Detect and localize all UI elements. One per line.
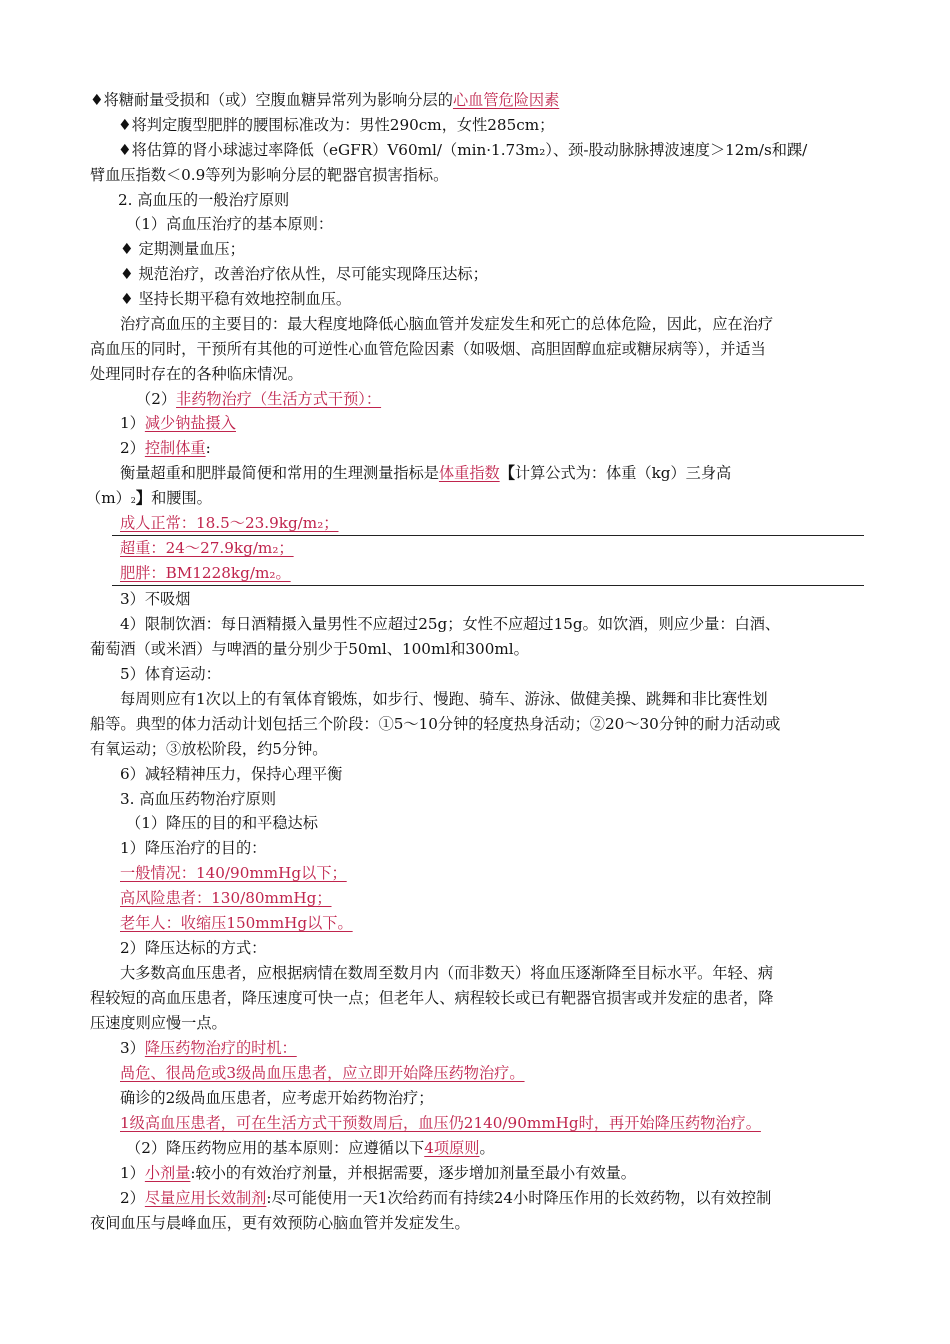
text-segment: 3） — [120, 1039, 145, 1057]
text-segment: :尽可能使用一天1次给药而有持续24小时降压作用的长效药物，以有效控制 — [266, 1189, 772, 1207]
paragraph-line: 压速度则应慢一点。 — [90, 1014, 227, 1032]
highlight-four-principles: 4项原则 — [424, 1139, 480, 1157]
highlight-salt: 减少钠盐摄入 — [144, 414, 236, 432]
section-heading-general-principles: 2. 高血压的一般治疗原则 — [118, 191, 290, 209]
paragraph-line: 有氧运动；③放松阶段，约5分钟。 — [90, 740, 328, 758]
highlight-timing-high-risk: 咼危、很咼危或3级咼血压患者，应立即开始降压药物治疗。 — [120, 1064, 525, 1082]
paragraph-line: 治疗高血压的主要目的：最大程度地降低心脑血管并发症发生和死亡的总体危险，因此，应在治疗 — [120, 315, 774, 333]
bullet-item: ♦ 坚持长期平稳有效地控制血压。 — [120, 290, 352, 308]
highlight-long-acting: 尽量应用长效制剂 — [144, 1189, 267, 1207]
bullet-item: ♦ 规范治疗，改善治疗依从性，尽可能实现降压达标； — [120, 265, 488, 283]
paragraph-line: 夜间血压与晨峰血压，更有效预防心脑血管并发症发生。 — [90, 1214, 470, 1232]
text-segment: （2）降压药物应用的基本原则：应遵循以下 — [126, 1139, 425, 1157]
highlight-target-general: 一般情况：140/90mmHg以下； — [120, 864, 347, 882]
text-segment: : — [205, 439, 211, 457]
paragraph-line: 高血压的同时，干预所有其他的可逆性心血管危险因素（如吸烟、高胆固醇血症或糖尿病等），并适当 — [90, 340, 766, 358]
bullet-item: ♦ 定期测量血压； — [120, 240, 245, 258]
paragraph-line: 每周则应有1次以上的有氧体育锻炼，如步行、慢跑、骑车、游泳、做健美操、跳舞和非比赛性划 — [120, 690, 768, 708]
paragraph-line: 确诊的2级咼血压患者，应考虑开始药物治疗； — [120, 1089, 434, 1107]
highlight-bmi-obese: 肥胖：BM1228kg/m₂。 — [120, 564, 291, 582]
highlight-timing-grade-1: 1级高血压患者，可在生活方式干预数周后，血压仍2140/90mmHg时，再开始降压药物治疗。 — [120, 1114, 761, 1132]
paragraph-line: 船等。典型的体力活动计划包括三个阶段：①5〜10分钟的轻度热身活动；②20〜30分钟的耐力活动或 — [90, 715, 781, 733]
highlight-lifestyle: 非药物治疗（生活方式干预）： — [176, 390, 382, 408]
highlight-weight: 控制体重 — [144, 439, 206, 457]
list-item-alcohol: 4）限制饮酒：每日酒精摄入量男性不应超过25g；女性不应超过15g。如饮酒，则应少量：白酒、 — [120, 615, 781, 633]
highlight-target-high-risk: 高风险患者：130/80mmHg； — [120, 889, 332, 907]
text-segment: 衡量超重和肥胖最简便和常用的生理测量指标是 — [120, 464, 439, 482]
subsection-heading-drug-use — [126, 1138, 495, 1158]
list-item-exercise: 5）体育运动： — [120, 665, 221, 683]
bracket-close: 】 — [135, 489, 152, 507]
text-segment: ♦将糖耐量受损和（或）空腹血糖异常列为影响分层的 — [90, 91, 453, 109]
list-item-method: 2）降压达标的方式： — [120, 939, 267, 957]
list-item-low-dose — [120, 1163, 636, 1183]
bullet-line-waist: ♦将判定腹型肥胖的腰围标准改为：男性290cm，女性285cm； — [118, 116, 555, 134]
highlight-low-dose: 小剂量 — [144, 1164, 191, 1182]
paragraph-line: 处理同时存在的各种临床情况。 — [90, 365, 303, 383]
text-segment: 2） — [120, 1189, 145, 1207]
divider — [112, 585, 864, 586]
paragraph-line-bmi — [120, 463, 731, 483]
list-item-long-acting — [120, 1188, 771, 1208]
highlight-bmi: 体重指数 — [438, 464, 500, 482]
highlight-timing: 降压药物治疗的时机： — [144, 1039, 297, 1057]
bmi-normal — [120, 513, 338, 533]
list-item-smoking: 3）不吸烟 — [120, 590, 191, 608]
section-heading-drug-principles: 3. 高血压药物治疗原则 — [120, 790, 277, 808]
text-segment: 1） — [120, 414, 145, 432]
paragraph-line — [86, 488, 212, 511]
highlight-cv-risk-factors: 心血管危险因素 — [452, 91, 560, 109]
text-segment: :较小的有效治疗剂量，并根据需要，逐步增加剂量至最小有效量。 — [190, 1164, 636, 1182]
subsection-heading-targets: （1）降压的目的和平稳达标 — [126, 814, 318, 832]
target-high-risk — [120, 888, 332, 908]
highlight-target-elderly: 老年人：收缩压150mmHg以下。 — [120, 914, 353, 932]
text-segment: 。 — [479, 1139, 495, 1157]
bmi-obese — [120, 563, 291, 583]
bullet-line-glucose — [90, 90, 559, 110]
bracket-open: 【 — [499, 464, 515, 482]
target-general — [120, 863, 347, 883]
text-segment: （m） — [86, 489, 131, 507]
text-segment: 和腰围。 — [151, 489, 212, 507]
bullet-line-egfr: ♦将估算的肾小球滤过率降低（eGFR）V60ml/（min·1.73m₂）、颈-股动脉脉搏波速度＞12m/s和踝/ — [118, 141, 808, 159]
text-segment: 计算公式为：体重（kg）三身高 — [514, 464, 732, 482]
list-item-weight — [120, 438, 211, 458]
list-item-timing — [120, 1038, 297, 1058]
list-item-stress: 6）减轻精神压力，保持心理平衡 — [120, 765, 343, 783]
subscript: 2 — [130, 496, 136, 505]
subsection-heading-basic-principles: （1）高血压治疗的基本原则： — [126, 215, 334, 233]
list-item-salt — [120, 413, 236, 433]
highlight-bmi-overweight: 超重：24〜27.9kg/m₂； — [120, 539, 294, 557]
text-segment: 2） — [120, 439, 145, 457]
paragraph-line: 葡萄酒（或米酒）与啤酒的量分别少于50ml、100ml和300ml。 — [90, 640, 529, 658]
highlight-bmi-normal: 成人正常：18.5〜23.9kg/m₂； — [120, 514, 339, 532]
divider — [112, 535, 864, 536]
text-segment: 1） — [120, 1164, 145, 1182]
subsection-heading-lifestyle — [136, 389, 381, 409]
paragraph-line: 程较短的高血压患者，降压速度可快一点；但老年人、病程较长或已有靶器官损害或并发症的患者，降 — [90, 989, 774, 1007]
timing-grade-1 — [120, 1113, 761, 1133]
paragraph-line: 大多数高血压患者，应根据病情在数周至数月内（而非数天）将血压逐渐降至目标水平。年轻、病 — [120, 964, 774, 982]
target-elderly — [120, 913, 353, 933]
bmi-overweight — [120, 538, 294, 558]
paragraph-line: 臂血压指数＜0.9等列为影响分层的靶器官损害指标。 — [90, 166, 449, 184]
timing-high-risk — [120, 1063, 525, 1083]
list-item-goal: 1）降压治疗的目的： — [120, 839, 267, 857]
text-segment: （2） — [136, 390, 177, 408]
